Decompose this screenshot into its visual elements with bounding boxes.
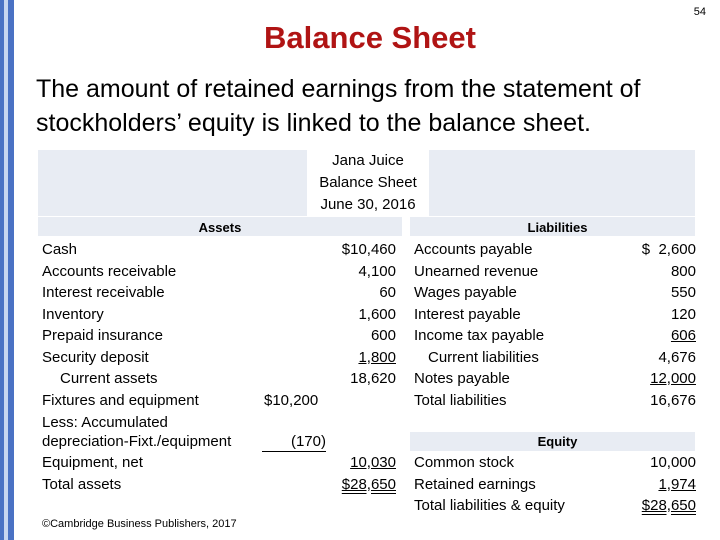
statement-date: June 30, 2016	[320, 196, 416, 213]
liability-label: Interest payable	[414, 306, 521, 323]
liability-amount: 606	[670, 327, 696, 344]
intro-text: The amount of retained earnings from the statement of stockholders’ equity is linked to the balance sheet.	[36, 75, 641, 137]
liability-label: Income tax payable	[414, 327, 545, 344]
liability-label: Notes payable	[414, 370, 510, 387]
liability-label: Wages payable	[414, 284, 517, 301]
liability-amount: 4,676	[658, 349, 696, 366]
asset-label: Less: Accumulated	[42, 414, 168, 431]
asset-label: Inventory	[42, 306, 104, 323]
liability-amount: 16,676	[650, 392, 696, 409]
equity-amount: 1,974	[658, 476, 696, 493]
liability-label: Total liabilities	[414, 392, 507, 409]
asset-amount: 4,100	[358, 263, 396, 280]
asset-inner-amount: $10,200	[264, 392, 319, 409]
liability-label: Current liabilities	[428, 349, 539, 366]
equity-label: Common stock	[414, 454, 515, 471]
assets-heading: Assets	[198, 220, 242, 235]
asset-amount: 1,600	[358, 306, 396, 323]
asset-amount: 600	[370, 327, 396, 344]
asset-inner-amount: (170)	[262, 432, 326, 452]
asset-label: Fixtures and equipment	[42, 392, 199, 409]
liability-amount: 12,000	[650, 370, 696, 387]
asset-amount: 10,030	[350, 454, 396, 471]
asset-amount: 60	[379, 284, 396, 301]
equity-amount: 10,000	[650, 454, 696, 471]
equity-label: Total liabilities & equity	[414, 497, 565, 514]
liability-amount: 550	[670, 284, 696, 301]
asset-label: Equipment, net	[42, 454, 143, 471]
equity-label: Retained earnings	[414, 476, 536, 493]
statement-name: Balance Sheet	[319, 174, 417, 191]
asset-label: Current assets	[60, 370, 158, 387]
liability-amount: 120	[670, 306, 696, 323]
asset-label: Accounts receivable	[42, 263, 177, 280]
asset-amount: $10,460	[341, 241, 396, 258]
asset-label: Interest receivable	[42, 284, 165, 301]
liability-amount: $ 2,600	[641, 241, 696, 258]
left-accent-bar	[0, 0, 14, 540]
liability-amount: 800	[670, 263, 696, 280]
company-name: Jana Juice	[332, 152, 404, 169]
slide-number: 54	[693, 6, 706, 18]
liability-label: Unearned revenue	[414, 263, 539, 280]
equity-amount: $28,650	[641, 497, 696, 514]
liabilities-heading: Liabilities	[527, 220, 588, 235]
asset-label: Security deposit	[42, 349, 149, 366]
asset-label: Prepaid insurance	[42, 327, 163, 344]
asset-label: depreciation-Fixt./equipment	[42, 433, 232, 450]
asset-label: Cash	[42, 241, 78, 258]
copyright-footer: ©Cambridge Business Publishers, 2017	[42, 518, 237, 530]
asset-label: Total assets	[42, 476, 122, 493]
asset-amount: $28,650	[341, 476, 396, 493]
slide-title: Balance Sheet	[264, 20, 476, 55]
equity-heading: Equity	[537, 434, 578, 449]
asset-amount: 1,800	[358, 349, 396, 366]
asset-amount: 18,620	[350, 370, 396, 387]
liability-label: Accounts payable	[414, 241, 533, 258]
